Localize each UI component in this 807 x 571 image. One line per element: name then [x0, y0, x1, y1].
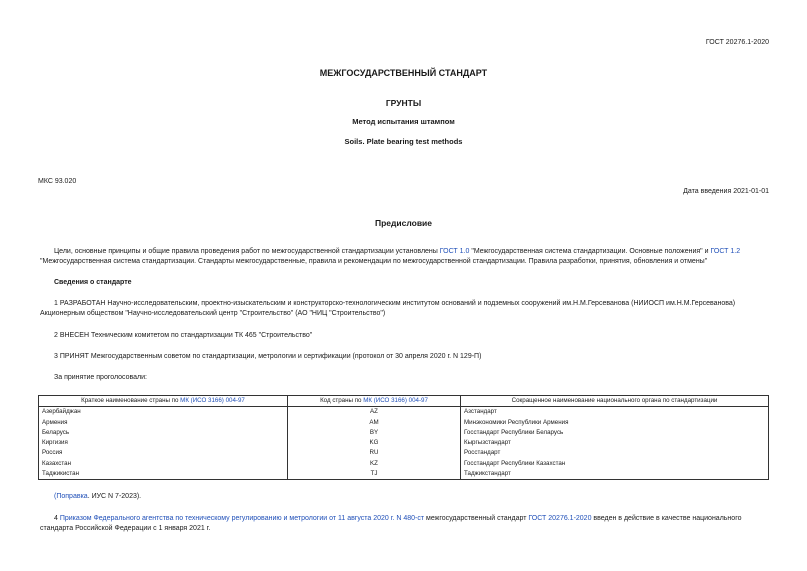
table-row [39, 438, 769, 448]
voted-label: За принятие проголосовали: [54, 374, 147, 381]
table-row [39, 407, 769, 418]
table-row [39, 418, 769, 428]
mk-iso-link[interactable]: МК (ИСО 3166) 004-97 [180, 397, 245, 404]
standard-type-title: МЕЖГОСУДАРСТВЕННЫЙ СТАНДАРТ [319, 68, 488, 78]
effective-date: Дата введения 2021-01-01 [683, 188, 769, 195]
foreword-heading: Предисловие [374, 218, 433, 228]
gost-20276-link[interactable]: ГОСТ 20276.1-2020 [528, 515, 592, 522]
country-cell: Казахстан [39, 459, 288, 469]
method-title: Метод испытания штампом [352, 117, 455, 126]
table-row [39, 459, 769, 469]
country-cell: Беларусь [39, 428, 288, 438]
amendment-note: (Поправка. ИУС N 7-2023). [54, 493, 142, 500]
country-cell: Таджикистан [39, 469, 288, 480]
table-row [39, 469, 769, 480]
body-cell: Госстандарт Республики Беларусь [461, 428, 769, 438]
table-header-row [39, 396, 769, 407]
col-body-header: Сокращенное наименование национального органа по стандартизации [461, 396, 769, 407]
country-cell: Киргизия [39, 438, 288, 448]
body-cell: Минэкономики Республики Армения [461, 418, 769, 428]
doc-code: ГОСТ 20276.1-2020 [705, 39, 769, 46]
english-title: Soils. Plate bearing test methods [344, 137, 463, 146]
country-cell: Азербайджан [39, 407, 288, 418]
body-cell: Таджикстандарт [461, 469, 769, 480]
intro-text-1: Цели, основные принципы и общие правила проведения работ по межгосударственной стандартизации установлены [54, 248, 440, 255]
code-cell: KG [288, 438, 461, 448]
code-cell: RU [288, 448, 461, 458]
country-cell: Армения [39, 418, 288, 428]
body-cell: Госстандарт Республики Казахстан [461, 459, 769, 469]
body-cell: Росстандарт [461, 448, 769, 458]
table-row [39, 448, 769, 458]
intro-text-3: "Межгосударственная система стандартизации. Стандарты межгосударственные, правила и рекомендации по межгосударственной стандартизации. Правила разработки, принятия, обновления и отмены" [40, 258, 708, 265]
foreword-intro [40, 247, 770, 267]
rosstandart-order-link[interactable]: Приказом Федерального агентства по техническому регулированию и метрологии от 11 августа 2020 г. N 480-ст [59, 515, 425, 522]
gost-1-0-link[interactable]: ГОСТ 1.0 [439, 248, 470, 255]
mks-code: МКС 93.020 [38, 178, 77, 185]
code-cell: AM [288, 418, 461, 428]
body-cell: Кыргызстандарт [461, 438, 769, 448]
table-row [39, 428, 769, 438]
code-cell: BY [288, 428, 461, 438]
item-1-developed: 1 РАЗРАБОТАН Научно-исследовательским, проектно-изыскательским и конструкторско-технологическим институтом оснований и подземных сооружений им.Н.М.Герсеванова (НИИОСП им.Н.М.Герсеванова) Акционерным обществом "Научно-исследовательский центр "Строительство" (АО "НИЦ "Строительство") [40, 300, 736, 317]
col-country-header: Краткое наименование страны по МК (ИСО 3166) 004-97 [39, 396, 288, 407]
item-2-submitted: 2 ВНЕСЕН Техническим комитетом по стандартизации ТК 465 "Строительство" [54, 332, 313, 339]
col-code-header: Код страны по МК (ИСО 3166) 004-97 [288, 396, 461, 407]
country-cell: Россия [39, 448, 288, 458]
amendment-link[interactable]: Поправка [56, 493, 88, 500]
subject-title: ГРУНТЫ [385, 98, 422, 108]
item-3-adopted: 3 ПРИНЯТ Межгосударственным советом по стандартизации, метрологии и сертификации (протокол от 30 апреля 2020 г. N 129-П) [54, 353, 482, 360]
body-cell: Азстандарт [461, 407, 769, 418]
standard-info-heading: Сведения о стандарте [54, 279, 132, 286]
gost-1-2-link[interactable]: ГОСТ 1.2 [710, 248, 741, 255]
voting-states-table [38, 395, 769, 480]
code-cell: AZ [288, 407, 461, 418]
intro-text-2: "Межгосударственная система стандартизации. Основные положения" и [469, 248, 711, 255]
mk-iso-link[interactable]: МК (ИСО 3166) 004-97 [363, 397, 428, 404]
code-cell: TJ [288, 469, 461, 480]
item-4-enacted: 4 Приказом Федерального агентства по техническому регулированию и метрологии от 11 августа 2020 г. N 480-ст межгосударственный стандарт ГОСТ 20276.1-2020 введен в действие в качестве национального стандарта Российской Федерации с 1 января 2021 г. [40, 515, 742, 532]
code-cell: KZ [288, 459, 461, 469]
